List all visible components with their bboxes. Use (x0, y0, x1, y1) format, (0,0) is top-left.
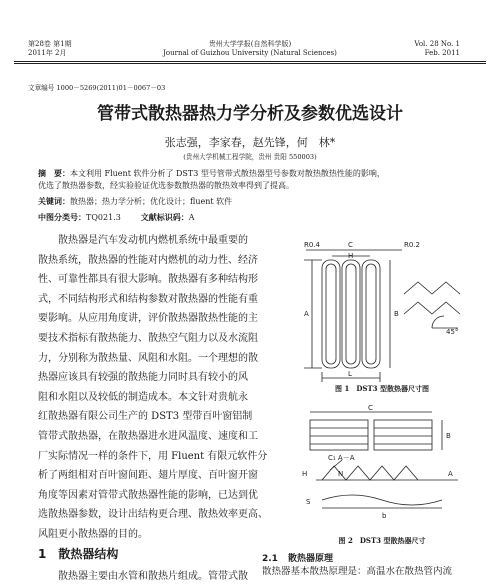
figure-2-diagram (282, 404, 482, 530)
body-line: 散热器是汽车发动机内燃机系统中最重要的 (38, 235, 248, 246)
body-line: 式，不同结构形式和结构参数对散热器的性能有重 (38, 293, 258, 305)
body-line: 要技术指标有散热能力、散热空气阻力以及水流阻 (38, 332, 258, 344)
section-2-1-title: 散热器原理 (287, 554, 333, 564)
body-line: 散热系统，散热器的性能对内燃机的动力性、经济 (38, 254, 258, 266)
body-left-column (38, 231, 272, 545)
fig2-label-b: B (446, 432, 451, 440)
section-2-1-body: 散热器基本散热原理是：高温水在散热管内流 (262, 566, 453, 577)
classification-line (38, 211, 478, 224)
clc-label: 中图分类号： (38, 212, 86, 222)
fig1-label-angle: 45° (446, 328, 459, 336)
abstract-line-1 (38, 167, 478, 180)
figure-2-caption: 图 2 DST3 型散热器尺寸 (338, 536, 426, 545)
abstract (38, 167, 478, 224)
section-1-number: 1 (38, 547, 47, 561)
fig2-tube (374, 420, 432, 450)
abstract-text-1: 本文利用 Fluent 软件分析了 DST3 型号管带式散热器型号参数对散热散热性能的影响， (70, 169, 385, 178)
fig1-tube-inner (326, 264, 336, 364)
section-1-body (38, 567, 272, 587)
body-line: 风阻更小散热器的目的。 (38, 528, 148, 540)
body-line: 散热器主要由水管和散热片组成。管带式散 (38, 571, 248, 582)
fig2-label-h: H (302, 470, 308, 478)
fig1-angle-arc (432, 316, 444, 328)
code-value: A (188, 213, 195, 222)
figure-1-diagram (282, 236, 482, 386)
header-journal-cn: 贵州大学学报(自然科学版) (208, 40, 292, 48)
keywords-label: 关键词： (38, 196, 70, 206)
body-line: 力，分别称为散热量、风阻和水阻。一个理想的散 (38, 352, 258, 364)
fig1-tube (342, 260, 360, 368)
fig1-label-a: A (304, 310, 309, 318)
fig1-tube (322, 260, 340, 368)
header-volume-en: Vol. 28 No. 1 (414, 40, 460, 48)
fig1-tube (362, 260, 380, 368)
figure-1-caption: 图 1 DST3 型散热器尺寸图 (335, 384, 429, 393)
body-line: 阻和水阻以及较低的制造成本。本文针对贵航永 (38, 391, 248, 403)
header-rule-bottom (14, 63, 486, 64)
section-1-heading (38, 546, 118, 562)
header-journal-en: Journal of Guizhou University (Natural Sciences) (163, 49, 337, 57)
body-line: 要影响。从应用角度讲，评价散热器散热性能的主 (38, 313, 258, 325)
fig1-label-h: H (348, 252, 354, 260)
header-rule-top (14, 61, 486, 62)
fig1-tube-inner (366, 264, 376, 364)
keywords-line (38, 195, 478, 208)
body-line: 热器应该具有较强的散热能力同时具有较小的风 (38, 372, 248, 384)
body-line: 角度等因素对管带式散热器性能的影响，已达到优 (38, 489, 258, 501)
code-label: 文献标识码： (140, 212, 189, 222)
fig1-louver (404, 302, 460, 314)
body-line: 析了两组相对百叶窗间距、翅片厚度、百叶窗开窗 (38, 470, 258, 482)
authors: 张志强，李家春，赵先锋，何 林* (164, 136, 336, 149)
fig2-label-c: C (368, 404, 373, 412)
fig2-profile (322, 495, 442, 505)
fig1-label-b: B (394, 310, 399, 318)
fig1-tube-inner (346, 264, 356, 364)
fig1-louver (404, 282, 460, 294)
clc-value: TQ021.3 (86, 213, 121, 222)
abstract-label: 摘 要： (38, 168, 70, 178)
fig2-label-s: S (306, 498, 311, 506)
section-1-title: 散热器结构 (58, 547, 119, 561)
abstract-line-2: 优选了散热器参数，经实验验证优选参数散热器的散热效率得到了提高。 (38, 181, 294, 190)
fig1-label-r02: R0.2 (404, 241, 420, 249)
affiliation: (贵州大学机械工程学院，贵州 贵阳 550003) (183, 153, 317, 161)
body-line: 红散热器有限公司生产的 DST3 型带百叶窗铝制 (38, 411, 253, 423)
header-date-en: Feb. 2011 (424, 49, 460, 57)
fig2-label-a: A (448, 470, 453, 478)
body-line: 管带式散热器，在散热器进水进风温度、速度和工 (38, 430, 258, 442)
article-title: 管带式散热器热力学分析及参数优选设计 (97, 104, 403, 124)
body-line: 性、可靠性都具有很大影响。散热器有多种结构形 (38, 274, 258, 286)
header-volume-cn: 第28卷 第1期 (28, 40, 72, 48)
section-2-1-number: 2.1 (262, 554, 278, 564)
fig2-label-ca: C₁ A－A (328, 454, 355, 462)
header-date-cn: 2011年 2月 (28, 49, 67, 57)
fig2-louver (322, 466, 418, 480)
fig2-label-n: N (338, 470, 344, 478)
fig1-label-l: L (348, 370, 352, 378)
fig1-label-c: C (348, 241, 353, 249)
fig2-tube (310, 420, 368, 450)
section-2-1-heading (262, 553, 333, 565)
fig1-label-r04: R0.4 (304, 241, 320, 249)
body-line: 厂实际情况一样的条件下，用 Fluent 有限元软件分 (38, 450, 268, 462)
keywords: 散热器；热力学分析；优化设计；fluent 软件 (70, 197, 233, 206)
body-line: 选散热器参数，设计出结构更合理、散热效率更高、 (38, 509, 268, 521)
fig2-label-bl: b (382, 512, 387, 520)
article-id: 文章编号 1000－5269(2011)01－0067－03 (28, 84, 166, 92)
